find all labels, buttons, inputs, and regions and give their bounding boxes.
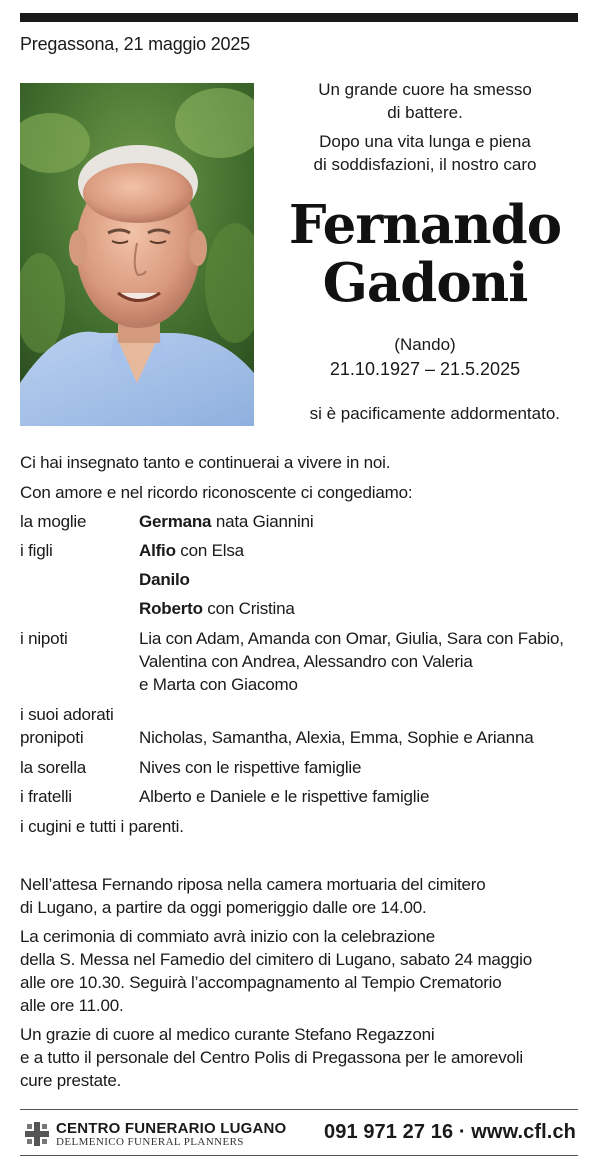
intro-line: Dopo una vita lunga e piena [319,132,531,151]
notice-line: della S. Messa nel Famedio del cimitero di Lugano, sabato 24 maggio [20,950,533,969]
relation-names [139,568,579,591]
portrait-image [20,83,254,426]
relation-label: i figli [20,541,53,560]
contact-info[interactable]: 091 971 27 16 · www.cfl.ch [324,1121,576,1143]
notice-line: Un grazie di cuore al medico curante Stefano Regazzoni [20,1025,435,1044]
closing-line: si è pacificamente addormentato. [309,404,560,423]
funeral-home-footer [20,1114,578,1152]
intro-line: di soddisfazioni, il nostro caro [313,155,537,174]
notice-paragraph-1 [20,873,580,919]
person-name: Roberto [139,599,203,618]
life-dates: 21.10.1927 – 21.5.2025 [329,359,521,379]
first-name: Fernando [288,194,562,256]
dateline: Pregassona, 21 maggio 2025 [20,34,250,54]
notice-line: di Lugano, a partire da oggi pomeriggio dalle ore 14.00. [20,898,427,917]
relation-names [139,510,579,533]
notice-line: La cerimonia di commiato avrà inizio con la celebrazione [20,927,435,946]
intro-line: Un grande cuore ha smesso [318,80,532,99]
cousins-line: i cugini e tutti i parenti. [20,817,184,836]
relation-label: i suoi adorati [20,705,114,724]
footer-rule-bottom [20,1155,578,1156]
relation-label: pronipoti [20,728,84,747]
footer-rule-top [20,1109,578,1110]
funeral-cross-logo-icon [24,1121,50,1147]
brand-name: CENTRO FUNERARIO LUGANO [56,1120,287,1137]
last-name: Gadoni [322,252,528,314]
intro-text [290,78,560,176]
notice-paragraph-3 [20,1023,580,1092]
intro-line: di battere. [387,103,463,122]
person-name: Danilo [139,570,190,589]
person-name: Germana [139,512,212,531]
notice-line: e a tutto il personale del Centro Polis di Pregassona per le amorevoli [20,1048,523,1067]
person-detail: nata Giannini [211,512,314,531]
relation-names: e Marta con Giacomo [139,675,298,694]
notice-line: alle ore 11.00. [20,996,124,1015]
relation-names: Nicholas, Samantha, Alexia, Emma, Sophie e Arianna [139,728,534,747]
relation-names: Valentina con Andrea, Alessandro con Valeria [139,652,473,671]
person-detail: con Elsa [175,541,244,560]
relation-names [139,597,579,620]
notice-line: alle ore 10.30. Seguirà l’accompagnamento al Tempio Crematorio [20,973,502,992]
message-line: Con amore e nel ricordo riconoscente ci congediamo: [20,483,413,502]
top-rule [20,13,578,22]
relation-label: i fratelli [20,787,72,806]
relation-names: Alberto e Daniele e le rispettive famiglie [139,787,430,806]
notice-paragraph-2 [20,925,580,1017]
message-line: Ci hai insegnato tanto e continuerai a vivere in noi. [20,453,391,472]
brand-subtitle: DELMENICO FUNERAL PLANNERS [56,1136,244,1148]
relation-names: Lia con Adam, Amanda con Omar, Giulia, Sara con Fabio, [139,629,564,648]
relation-names [139,539,579,562]
relation-label: la sorella [20,758,87,777]
deceased-name [282,196,568,312]
person-detail: con Cristina [202,599,295,618]
relation-label: la moglie [20,512,87,531]
relation-names: Nives con le rispettive famiglie [139,758,362,777]
notice-line: cure prestate. [20,1071,122,1090]
notice-line: Nell’attesa Fernando riposa nella camera mortuaria del cimitero [20,875,486,894]
portrait-photo [20,83,254,426]
relation-label: i nipoti [20,629,68,648]
nickname: (Nando) [394,335,456,354]
person-name: Alfio [139,541,176,560]
